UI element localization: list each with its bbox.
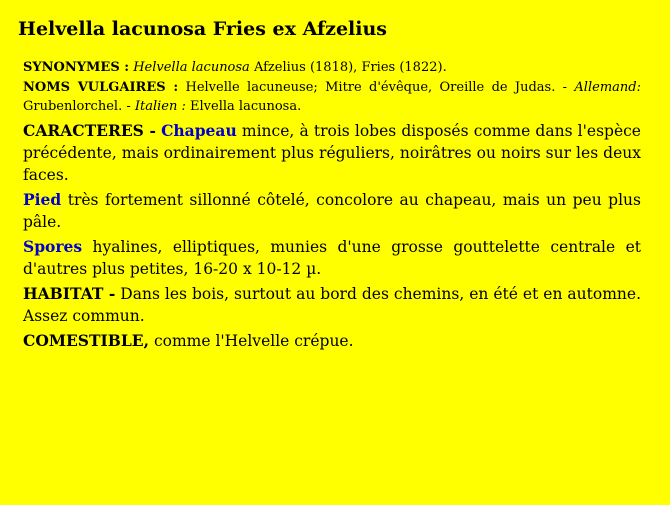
- pied-paragraph: [23, 189, 641, 233]
- habitat-text: Dans les bois, surtout au bord des chemins, en été et en automne. Assez commun.: [23, 285, 641, 325]
- italien-label: Italien :: [134, 99, 186, 114]
- habitat-paragraph: [23, 283, 641, 327]
- noms-vulgaires-paragraph: [23, 78, 641, 116]
- spores-label: Spores: [23, 237, 83, 256]
- synonymes-label: SYNONYMES :: [23, 60, 130, 75]
- allemand-label: Allemand:: [574, 80, 641, 95]
- synonymes-rest: Afzelius (1818), Fries (1822).: [253, 60, 447, 75]
- spores-paragraph: [23, 236, 641, 280]
- page-title: Helvella lacunosa Fries ex Afzelius: [18, 18, 387, 40]
- pied-text: très fortement sillonné côtelé, concolore au chapeau, mais un peu plus pâle.: [23, 191, 641, 231]
- comestible-label: COMESTIBLE,: [23, 331, 149, 350]
- noms-label: NOMS VULGAIRES :: [23, 80, 179, 95]
- habitat-label: HABITAT -: [23, 284, 116, 303]
- pied-label: Pied: [23, 190, 62, 209]
- comestible-text: comme l'Helvelle crépue.: [153, 332, 354, 350]
- allemand-text: Grubenlorchel. -: [23, 99, 131, 114]
- caracteres-label: CARACTERES -: [23, 121, 156, 140]
- italien-text: Elvella lacunosa.: [190, 99, 302, 114]
- caracteres-paragraph: [23, 120, 641, 186]
- comestible-paragraph: [23, 330, 641, 352]
- synonymes-paragraph: [23, 58, 641, 77]
- noms-text: Helvelle lacuneuse; Mitre d'évêque, Oreille de Judas. -: [185, 80, 568, 95]
- chapeau-label: Chapeau: [161, 121, 237, 140]
- spores-text: hyalines, elliptiques, munies d'une grosse gouttelette centrale et d'autres plus petites, 16-20 x 10-12 µ.: [23, 238, 641, 278]
- synonymes-name: Helvella lacunosa: [133, 60, 250, 75]
- chapeau-text: mince, à trois lobes disposés comme dans l'espèce précédente, mais ordinairement plus réguliers, noirâtres ou noirs sur les deux faces.: [23, 122, 641, 184]
